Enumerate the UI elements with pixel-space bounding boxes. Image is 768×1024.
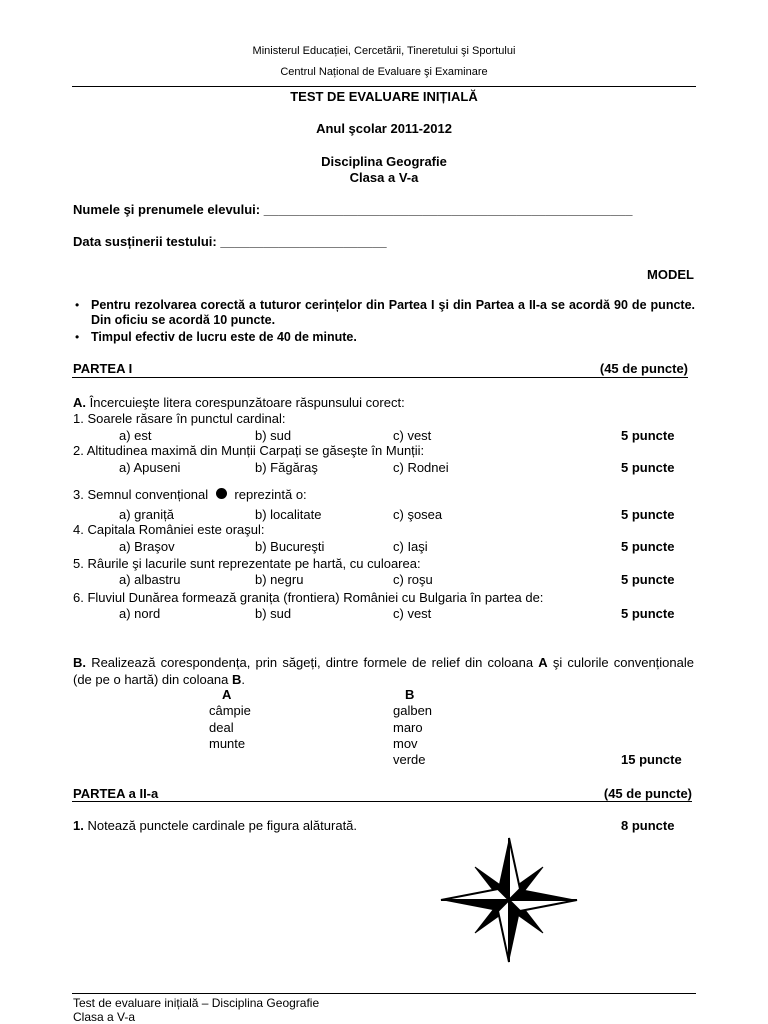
section-b-points: 15 puncte: [621, 752, 682, 767]
test-date-field: Data susținerii testului: _______________________: [73, 234, 387, 249]
q2-option-a: a) Apuseni: [119, 460, 181, 475]
q1-option-c: c) vest: [393, 428, 432, 443]
column-a-item: deal: [209, 720, 234, 735]
question-4: 4. Capitala României este oraşul:: [73, 522, 265, 537]
question-5: 5. Râurile şi lacurile sunt reprezentate pe hartă, cu culoarea:: [73, 556, 421, 571]
column-b-item: maro: [393, 720, 423, 735]
compass-star-icon: [438, 836, 580, 964]
q6-option-b: b) sud: [255, 606, 292, 621]
instruction-points: Pentru rezolvarea corectă a tuturor cerințelor din Partea I şi din Partea a II-a se acordă 90 de puncte. Din oficiu se acordă 10 puncte.: [91, 298, 695, 327]
map-dot-icon: [216, 488, 227, 499]
footer-rule: [72, 993, 696, 994]
question-2: 2. Altitudinea maximă din Munții Carpați se găseşte în Munții:: [73, 443, 425, 458]
section-b-col-a-ref: A: [538, 655, 548, 670]
section-b-text-2: şi culorile convenționale (de pe o hartă) din coloana: [73, 655, 694, 687]
q5-points: 5 puncte: [621, 572, 675, 587]
part2-points: (45 de puncte): [603, 786, 692, 801]
q6-points: 5 puncte: [621, 606, 675, 621]
part2-question-1: [73, 818, 357, 833]
q3-points: 5 puncte: [621, 507, 675, 522]
section-a-letter: A.: [73, 395, 86, 410]
q3-option-a: a) graniță: [119, 507, 174, 522]
section-a-instruction: [73, 395, 405, 410]
q4-option-b: b) Bucureşti: [255, 539, 325, 554]
q6-option-a: a) nord: [119, 606, 161, 621]
q2-option-c: c) Rodnei: [393, 460, 449, 475]
section-b-letter: B.: [73, 655, 86, 670]
part2-q1-points: 8 puncte: [621, 818, 675, 833]
column-a-item: munte: [209, 736, 246, 751]
test-title: TEST DE EVALUARE INIȚIALĂ: [290, 89, 478, 104]
section-b-text-1: Realizează corespondența, prin săgeți, dintre formele de relief din coloana: [91, 655, 539, 670]
ministry-header: Ministerul Educației, Cercetării, Tineretului şi Sportului: [252, 45, 516, 57]
school-year: Anul şcolar 2011-2012: [316, 121, 452, 136]
part1-underline: [72, 377, 688, 378]
q5-option-b: b) negru: [255, 572, 304, 587]
instruction-time: Timpul efectiv de lucru este de 40 de minute.: [91, 330, 357, 344]
column-a-header: A: [222, 687, 232, 702]
column-b-item: mov: [393, 736, 418, 751]
q4-option-c: c) Iaşi: [393, 539, 428, 554]
section-b-text-3: .: [241, 672, 246, 687]
q6-option-c: c) vest: [393, 606, 432, 621]
column-b-item: verde: [393, 752, 426, 767]
bullet-icon: •: [75, 330, 80, 344]
part2-underline: [72, 801, 692, 802]
part1-points: (45 de puncte): [599, 361, 688, 376]
q1-option-a: a) est: [119, 428, 152, 443]
part2-q1-number: 1.: [73, 818, 84, 833]
column-b-header: B: [405, 687, 415, 702]
q5-option-a: a) albastru: [119, 572, 181, 587]
q1-points: 5 puncte: [621, 428, 675, 443]
q4-option-a: a) Braşov: [119, 539, 175, 554]
section-b-col-b-ref: B: [232, 672, 242, 687]
column-a-item: câmpie: [209, 703, 251, 718]
question-6: 6. Fluviul Dunărea formează granița (frontiera) României cu Bulgaria în partea de:: [73, 590, 544, 605]
q3-text-after: reprezintă o:: [234, 487, 307, 502]
discipline: Disciplina Geografie: [321, 154, 447, 169]
question-1: 1. Soarele răsare în punctul cardinal:: [73, 411, 286, 426]
bullet-icon: •: [75, 298, 80, 312]
question-3: [73, 487, 307, 502]
q5-option-c: c) roşu: [393, 572, 433, 587]
center-header: Centrul Național de Evaluare şi Examinare: [280, 66, 488, 78]
q2-points: 5 puncte: [621, 460, 675, 475]
q4-points: 5 puncte: [621, 539, 675, 554]
q2-option-b: b) Făgăraş: [255, 460, 318, 475]
q3-option-b: b) localitate: [255, 507, 322, 522]
part2-q1-text: Notează punctele cardinale pe figura alăturată.: [83, 818, 358, 833]
q3-text-before: 3. Semnul convențional: [73, 487, 209, 502]
header-rule: [72, 86, 696, 87]
class-level: Clasa a V-a: [349, 170, 419, 185]
part1-title: PARTEA I: [73, 361, 133, 376]
footer-line-1: Test de evaluare inițială – Disciplina Geografie: [73, 996, 320, 1010]
student-name-field: Numele şi prenumele elevului: ___________________________________________________: [73, 202, 633, 217]
part2-title: PARTEA a II-a: [73, 786, 159, 801]
q3-option-c: c) şosea: [393, 507, 443, 522]
section-a-text: Încercuieşte litera corespunzătoare răspunsului corect:: [89, 395, 405, 410]
model-label: MODEL: [647, 267, 694, 282]
section-b-instruction: [73, 654, 694, 688]
q1-option-b: b) sud: [255, 428, 292, 443]
footer-line-2: Clasa a V-a: [73, 1010, 136, 1024]
column-b-item: galben: [393, 703, 433, 718]
